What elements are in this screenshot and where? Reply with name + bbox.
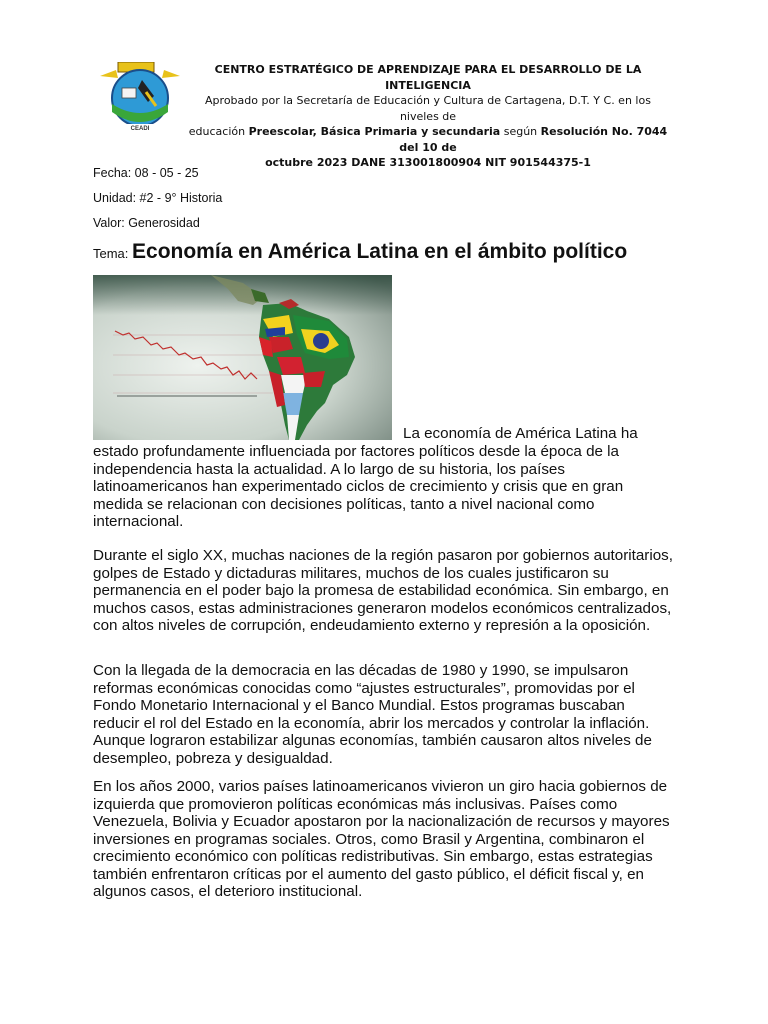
- approval-line: Aprobado por la Secretaría de Educación y Cultura de Cartagena, D.T. Y C. en los niveles de: [205, 94, 651, 123]
- topic-heading: [93, 240, 627, 264]
- unit-line: Unidad: #2 - 9° Historia: [93, 191, 223, 205]
- institution-name: CENTRO ESTRATÉGICO DE APRENDIZAJE PARA EL DESARROLLO DE LA INTELIGENCIA: [214, 63, 642, 92]
- paragraph-1-start: La economía de América Latina ha: [403, 425, 638, 442]
- paragraph-3: Con la llegada de la democracia en las décadas de 1980 y 1990, se impulsaron reformas económicas conocidas como “ajustes estructurales”, promovidas por el Fondo Monetario Internacional y el Banco Mundial. Estos programas buscaban reducir el rol del Estado en la economía, abrir los mercados y controlar la inflación. Aunque lograron estabilizar algunas economías, también causaron altos niveles de desempleo, pobreza y desigualdad.: [93, 662, 652, 767]
- levels-bold: Preescolar, Básica Primaria y secundaria: [248, 125, 501, 138]
- paragraph-4: En los años 2000, varios países latinoamericanos vivieron un giro hacia gobiernos de izquierda que promovieron políticas económicas más inclusivas. Países como Venezuela, Bolivia y Ecuador apostaron por la nacionalización de recursos y mayores inversiones en programas sociales. Otros, como Brasil y Argentina, combinaron el crecimiento económico con políticas redistributivas. Sin embargo, estas estrategias también enfrentaron críticas por el aumento del gasto público, el déficit fiscal y, en algunos casos, el deterioro institucional.: [93, 778, 670, 900]
- value-line: Valor: Generosidad: [93, 216, 200, 230]
- levels-line: [186, 124, 670, 155]
- institution-header: [186, 62, 670, 171]
- dane-nit-line: octubre 2023 DANE 313001800904 NIT 901544375-1: [265, 156, 591, 169]
- logo-text: CEADI: [130, 126, 150, 132]
- resolution-bold: Resolución No. 7044 del 10 de: [399, 125, 668, 154]
- latin-america-economy-image: [93, 275, 392, 440]
- paragraph-2: Durante el siglo XX, muchas naciones de la región pasaron por gobiernos autoritarios, golpes de Estado y dictaduras militares, muchos de los cuales justificaron su permanencia en el poder bajo la promesa de estabilidad económica. Sin embargo, en muchos casos, estas administraciones generaron modelos económicos centralizados, con altos niveles de corrupción, endeudamiento externo y represión a la oposición.: [93, 547, 673, 634]
- school-logo: [96, 62, 184, 146]
- levels-prefix: educación: [188, 125, 249, 138]
- topic-title: Economía en América Latina en el ámbito político: [132, 240, 628, 263]
- levels-mid: según: [500, 125, 541, 138]
- paragraph-1: estado profundamente influenciada por factores políticos desde la época de la independencia hasta la actualidad. A lo largo de su historia, los países latinoamericanos han experimentado ciclos de crecimiento y crisis que en gran medida se relacionan con decisiones políticas, tanto a nivel nacional como internacional.: [93, 443, 624, 530]
- topic-label: Tema:: [93, 246, 133, 261]
- date-line: Fecha: 08 - 05 - 25: [93, 166, 199, 180]
